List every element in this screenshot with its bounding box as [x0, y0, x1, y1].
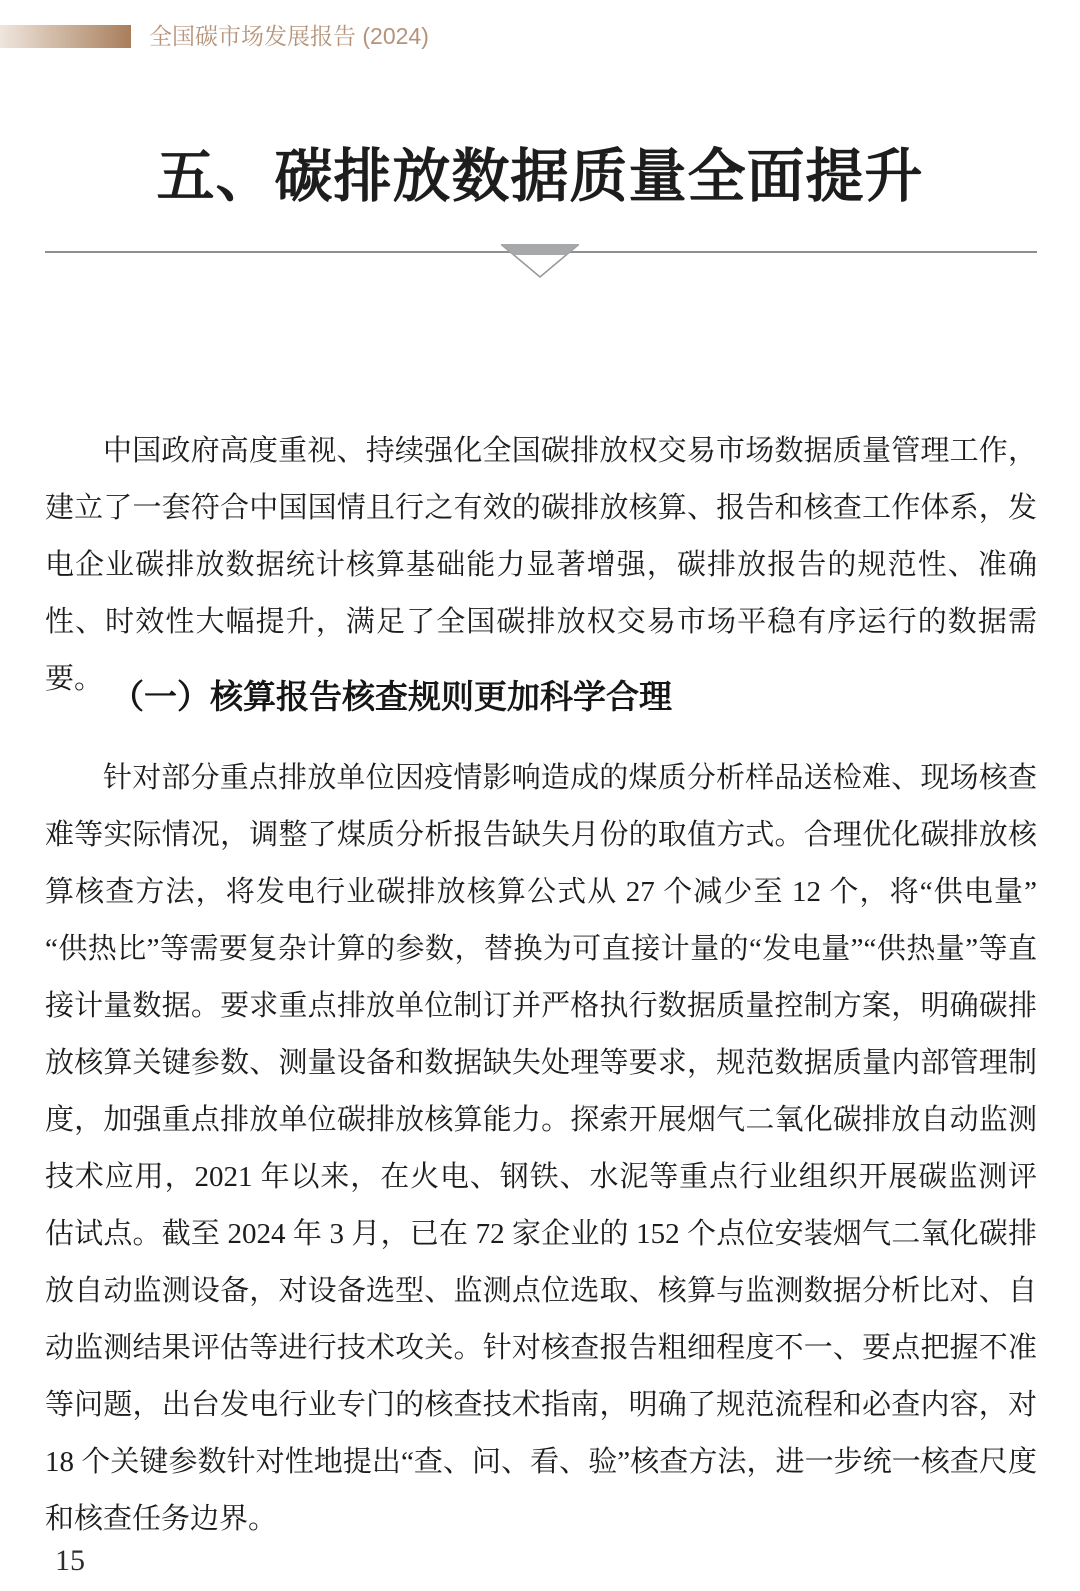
page-header: [0, 0, 1080, 70]
chapter-title: 五、碳排放数据质量全面提升: [156, 144, 924, 209]
section-heading: （一）核算报告核查规则更加科学合理: [111, 680, 672, 716]
header-accent-bar: [0, 25, 131, 48]
section-body-paragraph: 针对部分重点排放单位因疫情影响造成的煤质分析样品送检难、现场核查难等实际情况，调整了煤质分析报告缺失月份的取值方式。合理优化碳排放核算核查方法，将发电行业碳排放核算公式从 27 个减少至 12 个，将“供电量”“供热比”等需要复杂计算的参数，替换为可直接计量的“发电量”“供热量”等直接计量数据。要求重点排放单位制订并严格执行数据质量控制方案，明确碳排放核算关键参数、测量设备和数据缺失处理等要求，规范数据质量内部管理制度，加强重点排放单位碳排放核算能力。探索开展烟气二氧化碳排放自动监测技术应用，2021 年以来，在火电、钢铁、水泥等重点行业组织开展碳监测评估试点。截至 2024 年 3 月，已在 72 家企业的 152 个点位安装烟气二氧化碳排放自动监测设备，对设备选型、监测点位选取、核算与监测数据分析比对、自动监测结果评估等进行技术攻关。针对核查报告粗细程度不一、要点把握不准等问题，出台发电行业专门的核查技术指南，明确了规范流程和必查内容，对 18 个关键参数针对性地提出“查、问、看、验”核查方法，进一步统一核查尺度和核查任务边界。: [45, 762, 1037, 1535]
page-number: 15: [55, 1544, 85, 1577]
intro-paragraph: 中国政府高度重视、持续强化全国碳排放权交易市场数据质量管理工作，建立了一套符合中国国情且行之有效的碳排放核算、报告和核查工作体系，发电企业碳排放数据统计核算基础能力显著增强，碳排放报告的规范性、准确性、时效性大幅提升，满足了全国碳排放权交易市场平稳有序运行的数据需要。: [45, 435, 1037, 695]
running-header-title: 全国碳市场发展报告 (2024): [149, 23, 429, 49]
triangle-down-icon: [501, 244, 579, 279]
